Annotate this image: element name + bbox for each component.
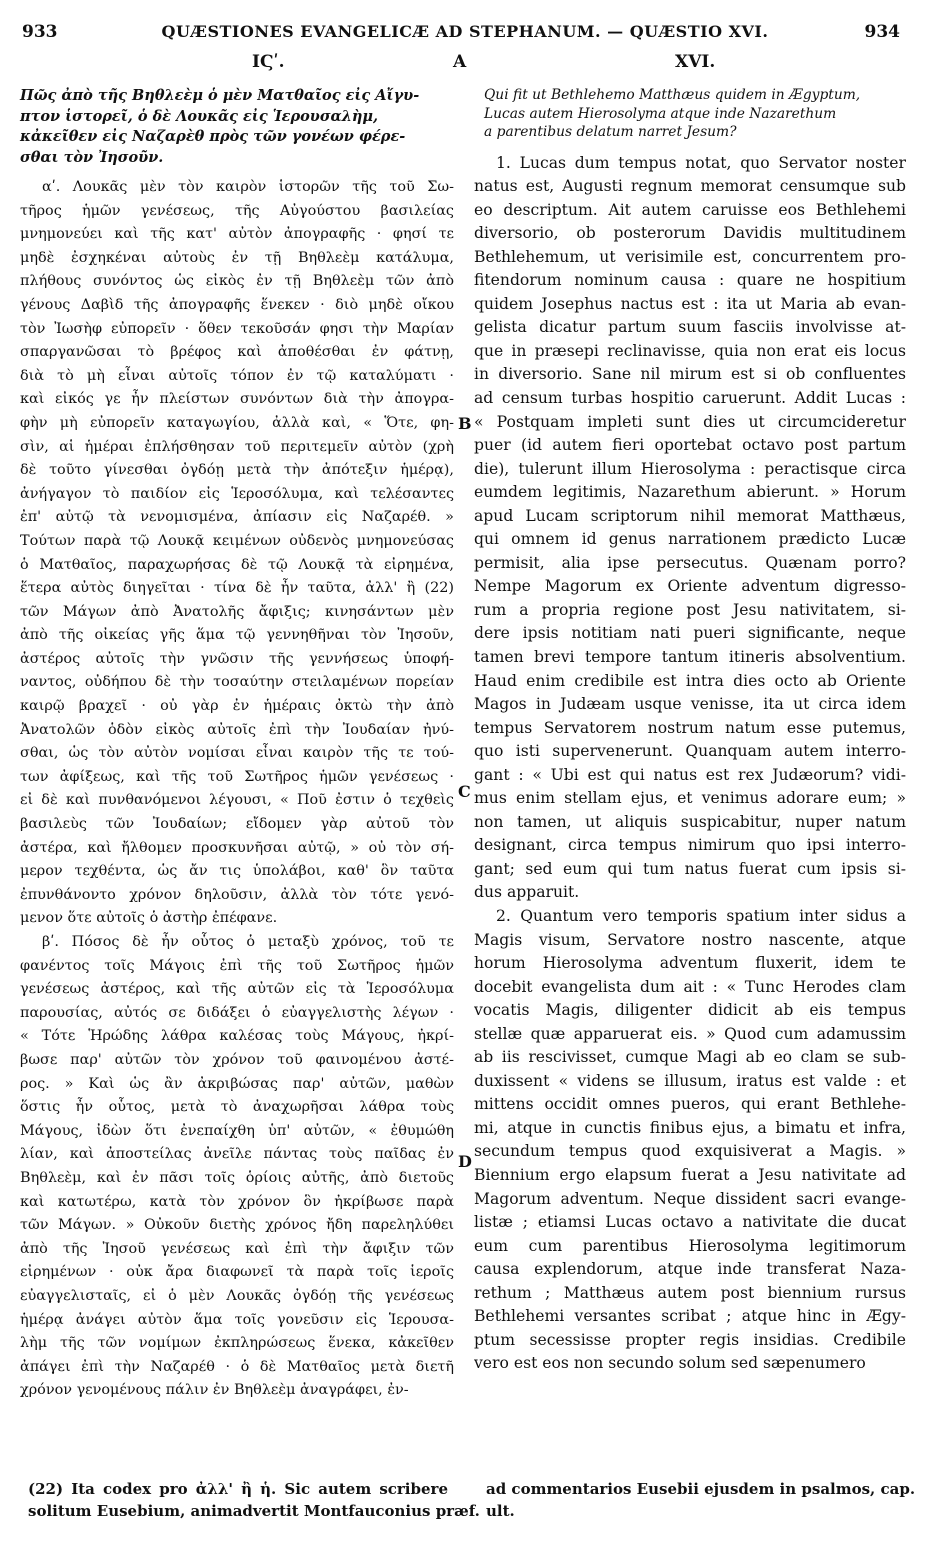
latin-text-line: duxissent « videns se illusum, iratus est valde : et [474,1071,906,1090]
greek-text-line: Ἀνατολῶν ὁδὸν εἰκὸς αὐτοῖς ἐπὶ τὴν Ἰουδαίαν ἠνύ- [20,721,454,738]
latin-text-line: tamen brevi tempore tantum itineris absolventium. [474,647,906,666]
latin-text-line: eum cum parentibus Hierosolyma legitimorum [474,1236,906,1255]
greek-text-line: τῆρος ἡμῶν γενέσεως, τῆς Αὐγούστου βασιλείας [20,202,454,219]
latin-text-line: fitendorum nominum causa : quare ne hospitium [474,271,906,290]
running-title: QUÆSTIONES EVANGELICÆ AD STEPHANUM. — QUÆSTIO XVI. [161,22,769,41]
latin-text-line: die), tulerunt illum Hierosolyma : peractisque circa [474,459,906,478]
latin-text-line: Bethlehemi versantes scribat ; atque hinc in Ægy- [474,1307,906,1326]
latin-text-line: dus apparuit. [474,883,580,902]
greek-text-line: γένους Δαβὶδ τῆς ἀπογραφῆς ἕνεκεν · διὸ μηδὲ οἴκου [20,296,454,313]
latin-text-line: Biennium ergo elapsum fuerat a Jesu nativitate ad [474,1166,906,1185]
latin-text-line: listæ ; etiamsi Lucas octavo a nativitate die ducat [474,1213,906,1232]
latin-text-line: ptum secessisse propter regis insidias. Credibile [474,1330,906,1349]
latin-text-line: mittens occidit omnes pueros, qui erant Bethlehe- [474,1095,906,1114]
greek-text-line: σπαργανῶσαι τὸ βρέφος καὶ ἀποθέσθαι ἐν φάτνῃ, [20,344,454,361]
greek-text-line: « Τότε Ἡρώδης λάθρα καλέσας τοὺς Μάγους, ἠκρί- [20,1028,454,1045]
greek-text-line: μερον τεχθέντα, ὡς ἄν τις ὑπολάβοι, καθ' ὃν ταῦτα [20,863,454,880]
latin-text-line: horum Hierosolyma adventum fluxerit, idem te [474,954,906,973]
greek-text-line: τῶν Μάγων ἀπὸ Ἀνατολῆς ἄφιξις; κινησάντων μὲν [20,603,454,620]
greek-text-line: ἀνήγαγον τὸ παιδίον εἰς Ἱεροσόλυμα, καὶ τελέσαντες [20,485,454,502]
greek-column [20,86,454,1403]
greek-text-line: καὶ κατωτέρω, κατὰ τὸν χρόνον ὃν ἠκρίβωσε παρὰ [20,1193,454,1210]
greek-text-line: ἀπὸ τῆς οἰκείας γῆς ἅμα τῷ γεννηθῆναι τὸν Ἰησοῦν, [20,627,454,644]
latin-text-line: Haud enim credibile est intra dies octo ab Oriente [474,671,906,690]
greek-text-line: βασιλεὺς τῶν Ἰουδαίων; εἴδομεν γὰρ αὐτοῦ τὸν [20,816,454,833]
greek-text-line: Βηθλεὲμ, καὶ ἐν πᾶσι τοῖς ὁρίοις αὐτῆς, ἀπὸ διετοῦς [20,1169,454,1186]
latin-text-line: docebit evangelista dum ait : « Tunc Herodes clam [474,977,906,996]
greek-text-line: ἡμέρᾳ ἀνάγει αὐτὸν ἅμα τοῖς γονεῦσιν εἰς Ἱερουσα- [20,1311,454,1328]
latin-text-line: vocatis Magis, diligenter didicit ab eis tempus [474,1001,906,1020]
greek-text-line: Μάγους, ἰδὼν ὅτι ἐνεπαίχθη ὑπ' αὐτῶν, « ἐθυμώθη [20,1122,454,1139]
section-number-greek: ΙϚʹ. [252,52,285,72]
latin-text-line: permisit, alia ipse persecutus. Quænam porro? [474,553,906,572]
latin-text-line: rum a propria regione post Jesu nativitatem, si- [474,600,906,619]
latin-text-line: « Postquam impleti sunt dies ut circumcideretur [474,412,906,431]
latin-text-line: ab iis rescivisset, cumque Magi ab eo clam se sub- [474,1048,906,1067]
latin-text-line: diversorio, ob posterorum Davidis multitudinem [474,224,906,243]
latin-text-line: Magorum adventum. Neque dissident sacri evange- [474,1189,906,1208]
greek-text-line: σθαι, ὡς τὸν αὐτὸν νομίσαι εἶναι καιρὸν τῆς τε τού- [20,745,454,762]
greek-text-line: τῶν Μάγων. » Οὐκοῦν διετὴς χρόνος ἤδη παρεληλύθει [20,1217,454,1234]
greek-title-line: πτον ἱστορεῖ, ὁ δὲ Λουκᾶς εἰς Ἱερουσαλὴμ, [20,107,379,125]
latin-footnote-line: ult. [486,1502,515,1520]
latin-text-line: vero est eos non secundo solum sed sæpenumero [474,1354,866,1373]
greek-text-line: μηδὲ ἐσχηκέναι αὐτοὺς ἐν τῇ Βηθλεὲμ κατάλυμα, [20,249,454,266]
greek-text-line: μνημονεύει καὶ τῆς κατ' αὐτὸν ἀπογραφῆς · φησί τε [20,226,454,243]
latin-title-line: Qui fit ut Bethlehemo Matthæus quidem in Ægyptum, [484,87,861,103]
latin-text-line: eumdem legitimis, Nazarethum abierunt. » Horum [474,483,906,502]
greek-text-body [20,176,454,1403]
greek-text-line: παρουσίας, αὐτός σε διδάξει ὁ εὐαγγελιστὴς λέγων · [20,1004,454,1021]
latin-text-line: apud Lucam scriptorum nihil memorat Matthæus, [474,506,906,525]
latin-text-line: mi, atque in cunctis finibus ejus, a bimatu et infra, [474,1118,906,1137]
greek-text-line: μενον ὅτε αὐτοῖς ὁ ἀστὴρ ἐπέφανε. [20,910,278,927]
latin-text-line: stellæ quæ apparuerat eis. » Quod cum adamussim [474,1024,906,1043]
latin-text-line: Magis visum, Servatore nostro nascente, atque [474,930,906,949]
greek-text-line: λὴμ τῆς τῶν νομίμων ἐκπληρώσεως ἕνεκα, κἀκεῖθεν [20,1335,454,1352]
latin-text-line: quo isti supervenerunt. Quanquam autem interro- [474,742,906,761]
latin-text-body [474,152,906,1376]
greek-text-line: ἀπὸ τῆς Ἰησοῦ γενέσεως καὶ ἐπὶ τὴν ἄφιξιν τῶν [20,1240,454,1257]
greek-text-line: τὸν Ἰωσὴφ εὐπορεῖν · ὅθεν τεκοῦσάν φησι τὴν Μαρίαν [20,320,454,337]
page-header [0,0,928,95]
greek-text-line: καὶ εἰκός γε ἦν πλείστων συνόντων διὰ τὴν ἀπογρα- [20,391,454,408]
greek-text-line: εἰρημένων · οὐκ ἄρα διαφωνεῖ τὰ παρὰ τοῖς ἱεροῖς [20,1264,454,1281]
greek-text-line: πλήθους συνόντος ὡς εἰκὸς ἐν τῇ Βηθλεὲμ τῶν ἀπὸ [20,273,454,290]
latin-text-line: dere ipsis notitiam nati pueri significante, neque [474,624,906,643]
latin-column [474,86,906,1376]
greek-text-line: ἀστέρος αὐτοῖς τὴν γνῶσιν τῆς γεννήσεως ὑποφή- [20,650,454,667]
greek-text-line: Τούτων παρὰ τῷ Λουκᾷ κειμένων οὐδενὸς μνημονεύσας [20,532,454,549]
latin-text-line: non tamen, ut aliquis suspicabitur, nuper natum [474,812,906,831]
greek-footnote [28,1478,480,1522]
latin-text-line: gelista dicatur partum suum fasciis involvisse at- [474,318,906,337]
latin-text-line: secundum tempus quod exquisiverat a Magis. » [474,1142,906,1161]
column-mark-a: A [453,52,467,72]
latin-footnote-line: ad commentarios Eusebii ejusdem in psalmos, cap. [486,1480,916,1498]
latin-text-line: eo descriptum. Ait autem caruisse eos Bethlehemi [474,200,906,219]
margin-letter-d: D [458,1152,472,1171]
latin-text-line: Nempe Magorum ex Oriente adventum digresso- [474,577,906,596]
greek-text-line: σὶν, αἱ ἡμέραι ἐπλήσθησαν τοῦ περιτεμεῖν αὐτὸν (χρὴ [20,438,454,455]
margin-letter-b: B [458,414,472,433]
page-number-left: 933 [22,22,58,42]
greek-text-line: ἐπυνθάνοντο χρόνον δηλοῦσιν, ἀλλὰ τὸν τότε γενό- [20,886,454,903]
latin-text-line: rethum ; Matthæus autem post biennium rursus [474,1283,906,1302]
latin-text-line: mus enim stellam ejus, et venimus adorare eum; » [474,789,906,808]
greek-footnote-line: solitum Eusebium, animadvertit Montfauconius præf. [28,1502,480,1520]
greek-text-line: ἀπάγει ἐπὶ τὴν Ναζαρέθ · ὁ δὲ Ματθαῖος μετὰ διετῆ [20,1358,454,1375]
greek-text-line: καιρῷ βραχεῖ · οὐ γὰρ ἐν ἡμέραις ὀκτὼ τὴν ἀπὸ [20,698,454,715]
greek-text-line: γενέσεως ἀστέρος, καὶ τῆς αὐτῶν εἰς τὰ Ἱεροσόλυμα [20,981,454,998]
latin-title-line: a parentibus delatum narret Jesum? [484,124,737,140]
latin-text-line: 2. Quantum vero temporis spatium inter sidus a [496,907,906,925]
greek-footnote-line: (22) Ita codex pro ἀλλ' ἢ ἡ. Sic autem scribere [28,1480,448,1498]
greek-text-line: εὐαγγελισταῖς, εἰ ὁ μὲν Λουκᾶς ὀγδόῃ τῆς γενέσεως [20,1287,454,1304]
greek-text-line: εἰ δὲ καὶ πυνθανόμενοι λέγουσι, « Ποῦ ἐστιν ὁ τεχθεὶς [20,792,454,809]
latin-text-line: natus est, Augusti regnum memorat censumque sub [474,177,906,196]
greek-text-line: φὴν μὴ εὐπορεῖν καταγωγίου, ἀλλὰ καὶ, « Ὅτε, φη- [20,414,454,431]
greek-text-line: ἐπ' αὐτῷ τὰ νενομισμένα, ἀπίασιν εἰς Ναζαρέθ. » [20,509,454,526]
section-number-latin: XVI. [675,52,716,72]
latin-text-line: 1. Lucas dum tempus notat, quo Servator noster [496,153,906,172]
greek-text-line: φανέντος τοῖς Μάγοις ἐπὶ τῆς τοῦ Σωτῆρος ἡμῶν [20,957,454,974]
greek-text-line: διὰ τὸ μὴ εἶναι αὐτοῖς τόπον ἐν τῷ καταλύματι · [20,367,454,384]
latin-footnote [486,1478,916,1522]
latin-text-line: tempus Servatorem nostrum natum esse putemus, [474,718,906,737]
latin-text-line: Bethlehemum, ut verisimile est, concurrentem pro- [474,247,906,266]
greek-title-line: σθαι τὸν Ἰησοῦν. [20,148,164,166]
greek-text-line: ἀστέρα, καὶ ἤλθομεν προσκυνῆσαι αὐτῷ, » οὐ τὸν σή- [20,839,454,856]
latin-text-line: gant; sed eum qui tum natus fuerat cum ipsis si- [474,859,906,878]
latin-text-line: in diversorio. Sane nil mirum est si ob confluentes [474,365,906,384]
greek-question-title [20,86,454,168]
latin-text-line: qui omnem id genus narrationem prædicto Lucæ [474,530,906,549]
greek-text-line: χρόνον γενομένους πάλιν ἐν Βηθλεὲμ ἀναγράφει, ἐν- [20,1382,409,1399]
latin-text-line: Magos in Judæam usque venisse, ita ut circa idem [474,695,906,714]
latin-title-line: Lucas autem Hierosolyma atque inde Nazarethum [484,105,837,122]
greek-text-line: ὅστις ἦν οὗτος, μετὰ τὸ ἀναχωρῆσαι λάθρα τοὺς [20,1099,454,1116]
latin-text-line: ad censum turbas hospitio caruerunt. Addit Lucas : [474,388,906,407]
latin-text-line: gant : « Ubi est qui natus est rex Judæorum? vidi- [474,765,906,784]
greek-title-line: Πῶς ἀπὸ τῆς Βηθλεὲμ ὁ μὲν Ματθαῖος εἰς Αἴγυ- [20,87,420,104]
latin-question-title [474,86,906,142]
latin-text-line: quidem Josephus nactus est : ita ut Maria ab evan- [474,294,906,313]
margin-letter-c: C [458,782,471,801]
greek-text-line: των ἀφίξεως, καὶ τῆς τοῦ Σωτῆρος ἡμῶν γενέσεως · [20,768,454,785]
latin-text-line: puer (id autem fieri oportebat octavo post partum [474,436,906,455]
latin-text-line: designant, circa tempus nimirum quo ipsi interro- [474,836,906,855]
page-number-right: 934 [864,22,900,42]
greek-text-line: ναντος, οὐδήπου δὲ τὴν τοσαύτην στειλαμένων πορείαν [20,674,454,691]
greek-text-line: ρος. » Καὶ ὡς ἂν ἀκριβώσας παρ' αὐτῶν, μαθὼν [20,1075,454,1092]
greek-text-line: ἕτερα αὐτὸς διηγεῖται · τίνα δὲ ἦν ταῦτα, ἀλλ' ἢ (22) [20,580,454,597]
latin-text-line: causa explendorum, atque inde transferat Naza- [474,1260,906,1279]
latin-text-line: que in præsepi reclinavisse, quia non erat eis locus [474,341,906,360]
greek-title-line: κἀκεῖθεν εἰς Ναζαρὲθ πρὸς τῶν γονέων φέρε- [20,128,406,145]
greek-text-line: δὲ τοῦτο γίνεσθαι ὀγδόῃ μετὰ τὴν ἀπότεξιν ἡμέρᾳ), [20,462,454,479]
greek-text-line: λίαν, καὶ ἀποστείλας ἀνεῖλε πάντας τοὺς παῖδας ἐν [20,1146,454,1163]
greek-text-line: ὁ Ματθαῖος, παραχωρήσας δὲ τῷ Λουκᾷ τὰ εἰρημένα, [20,556,454,573]
greek-text-line: βωσε παρ' αὐτῶν τὸν χρόνον τοῦ φαινομένου ἀστέ- [20,1051,454,1068]
greek-text-line: αʹ. Λουκᾶς μὲν τὸν καιρὸν ἱστορῶν τῆς τοῦ Σω- [42,179,454,195]
greek-text-line: βʹ. Πόσος δὲ ἦν οὗτος ὁ μεταξὺ χρόνος, τοῦ τε [42,934,454,950]
